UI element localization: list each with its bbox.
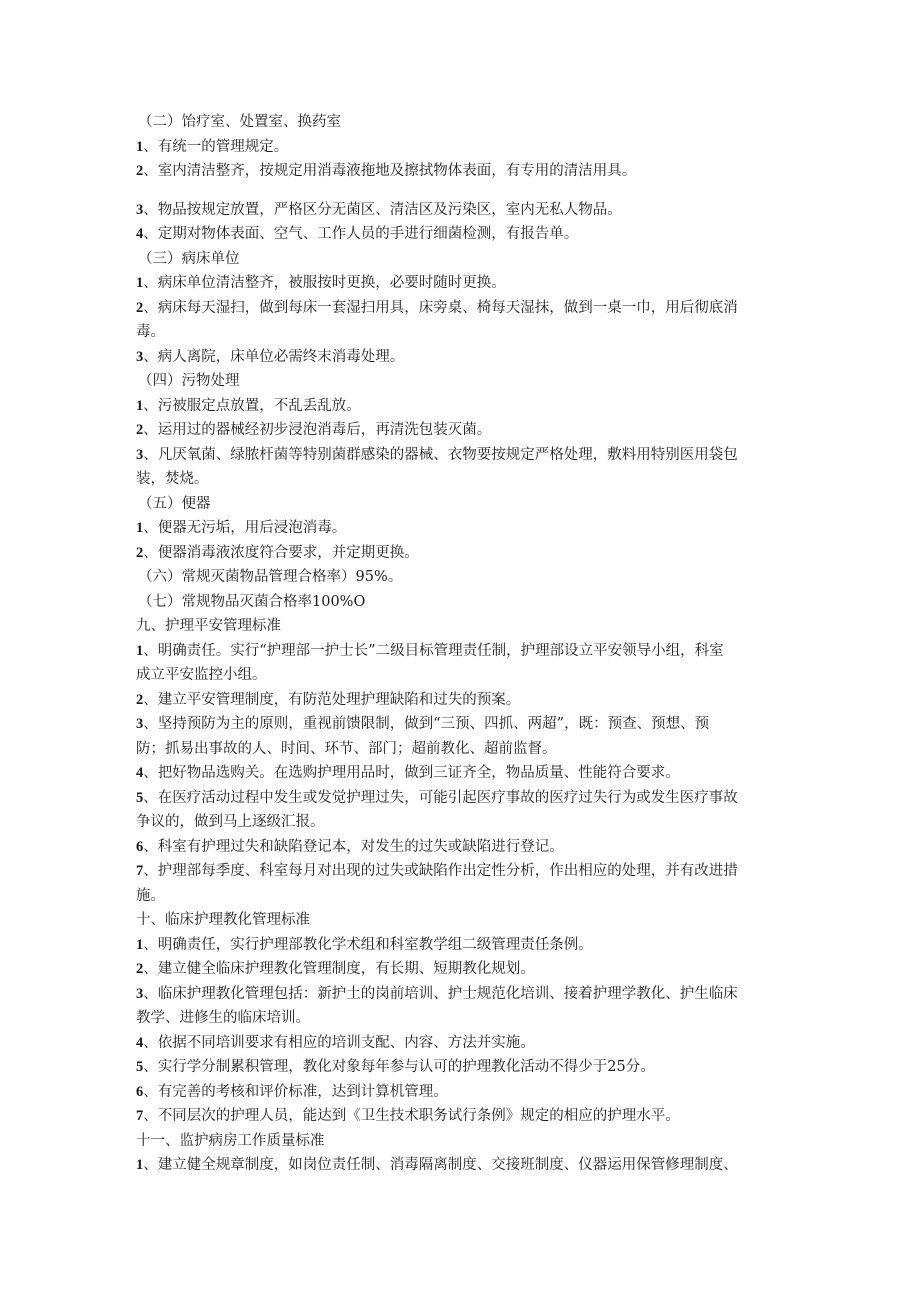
text-line bbox=[136, 320, 786, 345]
text-line bbox=[136, 639, 786, 664]
text-line bbox=[136, 198, 786, 223]
text-line bbox=[136, 688, 786, 713]
item-number: 1 bbox=[136, 397, 144, 414]
line-text: 、临床护理教化管理包括：新护土的岗前培训、护士规范化培训、接着护理学教化、护生临床 bbox=[143, 985, 738, 1002]
line-text: 、在医疗活动过程中发生或发觉护理过失，可能引起医疗事故的医疗过失行为或发生医疗事故 bbox=[143, 789, 738, 806]
item-number: 3 bbox=[136, 985, 144, 1002]
text-line bbox=[136, 135, 786, 160]
item-number: 3 bbox=[136, 716, 144, 732]
text-line bbox=[136, 222, 786, 247]
item-number: 2 bbox=[136, 544, 144, 561]
item-number: 2 bbox=[136, 961, 144, 977]
document-body bbox=[136, 110, 786, 1178]
line-text: 、定期对物体表面、空气、工作人员的手进行细菌检测，有报告单。 bbox=[143, 226, 579, 242]
line-text: 十一、监护病房工作质量标准 bbox=[136, 1132, 325, 1149]
item-number: 4 bbox=[136, 1034, 144, 1051]
text-line bbox=[136, 1104, 786, 1129]
text-line bbox=[136, 1031, 786, 1056]
line-text: 、病人离院，床单位必需终末消毒处理。 bbox=[143, 348, 405, 365]
text-line bbox=[136, 159, 786, 184]
line-text: （三）病床单位 bbox=[138, 250, 240, 267]
text-line bbox=[136, 394, 786, 419]
line-text: 、护理部每季度、科室每月对出现的过失或缺陷作出定性分析，作出相应的处理，并有改进措 bbox=[143, 863, 738, 879]
line-text: 、实行学分制累积管理，教化对象每年参与认可的护理教化活动不得少于25分。 bbox=[143, 1059, 655, 1075]
subsection-heading bbox=[136, 565, 786, 590]
section-heading bbox=[136, 1129, 786, 1154]
text-line bbox=[136, 859, 786, 884]
text-line bbox=[136, 296, 786, 321]
text-line bbox=[136, 1006, 786, 1031]
line-text: 、建立健全临床护理教化管理制度，有长期、短期教化规划。 bbox=[143, 961, 535, 977]
item-number: 2 bbox=[136, 163, 144, 179]
line-text: 、明确责任。实行“护理部一护士长”二级目标管理责任制，护理部设立平安领导小组，科室 bbox=[143, 642, 724, 659]
subsection-heading bbox=[136, 369, 786, 394]
section-heading bbox=[136, 908, 786, 933]
line-text: 、有完善的考核和评价标准，达到计算机管理。 bbox=[143, 1083, 448, 1100]
text-line bbox=[136, 467, 786, 492]
line-text: 、运用过的器械经初步浸泡消毒后，再清洗包装灭菌。 bbox=[143, 422, 492, 438]
line-text: 、有统一的管理规定。 bbox=[143, 138, 289, 155]
text-line bbox=[136, 737, 786, 762]
text-line bbox=[136, 663, 786, 688]
text-line bbox=[136, 345, 786, 370]
line-text: 施。 bbox=[136, 887, 165, 904]
text-line bbox=[136, 1153, 786, 1178]
text-line bbox=[136, 541, 786, 566]
subsection-heading bbox=[136, 590, 786, 615]
text-line bbox=[136, 933, 786, 958]
subsection-heading bbox=[136, 492, 786, 517]
item-number: 4 bbox=[136, 765, 144, 781]
item-number: 5 bbox=[136, 789, 144, 806]
item-number: 1 bbox=[136, 520, 144, 536]
line-text: （七）常规物品灭菌合格率100%O bbox=[138, 593, 366, 610]
item-number: 1 bbox=[136, 1157, 144, 1173]
item-number: 5 bbox=[136, 1059, 144, 1075]
line-text: 、污被服定点放置，不乱丢乱放。 bbox=[143, 397, 361, 414]
item-number: 6 bbox=[136, 838, 144, 855]
text-line bbox=[136, 982, 786, 1007]
item-number: 7 bbox=[136, 863, 144, 879]
line-text: 、依据不同培训要求有相应的培训支配、内容、方法并实施。 bbox=[143, 1034, 535, 1051]
text-line bbox=[136, 884, 786, 909]
item-number: 2 bbox=[136, 422, 144, 438]
line-text: 防；抓易出事故的人、时间、环节、部门；超前教化、超前监督。 bbox=[136, 740, 557, 757]
item-number: 3 bbox=[136, 446, 144, 463]
text-line bbox=[136, 418, 786, 443]
line-text: 、病床每天湿扫，做到每床一套湿扫用具，床旁桌、椅每天湿抹，做到一桌一巾，用后彻底消 bbox=[143, 299, 738, 316]
line-text: 九、护理平安管理标准 bbox=[136, 618, 281, 634]
line-text: 、物品按规定放置，严格区分无菌区、清洁区及污染区，室内无私人物品。 bbox=[143, 201, 622, 218]
item-number: 2 bbox=[136, 691, 144, 708]
text-line bbox=[136, 761, 786, 786]
text-line bbox=[136, 712, 786, 737]
line-text: （五）便器 bbox=[138, 495, 211, 512]
item-number: 6 bbox=[136, 1083, 144, 1100]
line-text: 、便器无污垢，用后浸泡消毒。 bbox=[143, 520, 347, 536]
item-number: 2 bbox=[136, 299, 144, 316]
item-number: 4 bbox=[136, 226, 144, 242]
line-text: 、坚持预防为主的原则，重视前馈限制，做到“三预、四抓、两超”，既：预查、预想、预 bbox=[143, 716, 710, 732]
text-line bbox=[136, 271, 786, 296]
line-text: 十、临床护理教化管理标准 bbox=[136, 912, 310, 928]
text-line bbox=[136, 1055, 786, 1080]
line-text: 成立平安监控小组。 bbox=[136, 667, 267, 683]
item-number: 1 bbox=[136, 275, 144, 291]
paragraph-gap bbox=[136, 184, 786, 198]
subsection-heading bbox=[136, 247, 786, 272]
text-line bbox=[136, 810, 786, 835]
line-text: （二）饴疗室、处置室、换药室 bbox=[138, 114, 341, 130]
line-text: 争议的，做到马上逐级汇报。 bbox=[136, 814, 325, 830]
line-text: 、凡厌氧菌、绿脓杆菌等特别菌群感染的器械、衣物要按规定严格处理，敷料用特别医用袋包 bbox=[143, 446, 738, 463]
item-number: 3 bbox=[136, 348, 144, 365]
line-text: 、不同层次的护理人员，能达到《卫生技术职务试行条例》规定的相应的护理水平。 bbox=[143, 1108, 680, 1124]
text-line bbox=[136, 835, 786, 860]
subsection-heading bbox=[136, 110, 786, 135]
item-number: 7 bbox=[136, 1108, 144, 1124]
line-text: 、室内清洁整齐，按规定用消毒液拖地及擦拭物体表面，有专用的清洁用具。 bbox=[143, 163, 637, 179]
line-text: 、建立平安管理制度，有防范处理护理缺陷和过失的预案。 bbox=[143, 691, 521, 708]
text-line bbox=[136, 786, 786, 811]
line-text: 、病床单位清洁整齐，被服按时更换，必要时随时更换。 bbox=[143, 275, 506, 291]
item-number: 1 bbox=[136, 936, 144, 953]
line-text: 毒。 bbox=[136, 324, 165, 340]
text-line bbox=[136, 516, 786, 541]
item-number: 1 bbox=[136, 642, 144, 659]
text-line bbox=[136, 957, 786, 982]
line-text: 、科室有护理过失和缺陷登记本，对发生的过失或缺陷进行登记。 bbox=[143, 838, 564, 855]
item-number: 3 bbox=[136, 201, 144, 218]
line-text: 、便器消毒液浓度符合要求，并定期更换。 bbox=[143, 544, 419, 561]
line-text: 装，焚烧。 bbox=[136, 471, 209, 487]
section-heading bbox=[136, 614, 786, 639]
line-text: 、把好物品选购关。在选购护理用品时，做到三证齐全，物品质量、性能符合要求。 bbox=[143, 765, 680, 781]
line-text: （四）污物处理 bbox=[138, 373, 240, 389]
line-text: 、明确责任，实行护理部教化学术组和科室教学组二级管理责任条例。 bbox=[143, 936, 593, 953]
item-number: 1 bbox=[136, 138, 144, 155]
text-line bbox=[136, 1080, 786, 1105]
line-text: （六）常规灭菌物品管理合格率）95%。 bbox=[138, 569, 403, 585]
line-text: 、建立健全规章制度，如岗位责任制、消毒隔离制度、交接班制度、仪器运用保管修理制度、 bbox=[143, 1157, 738, 1173]
text-line bbox=[136, 443, 786, 468]
line-text: 教学、进修生的临床培训。 bbox=[136, 1010, 310, 1026]
